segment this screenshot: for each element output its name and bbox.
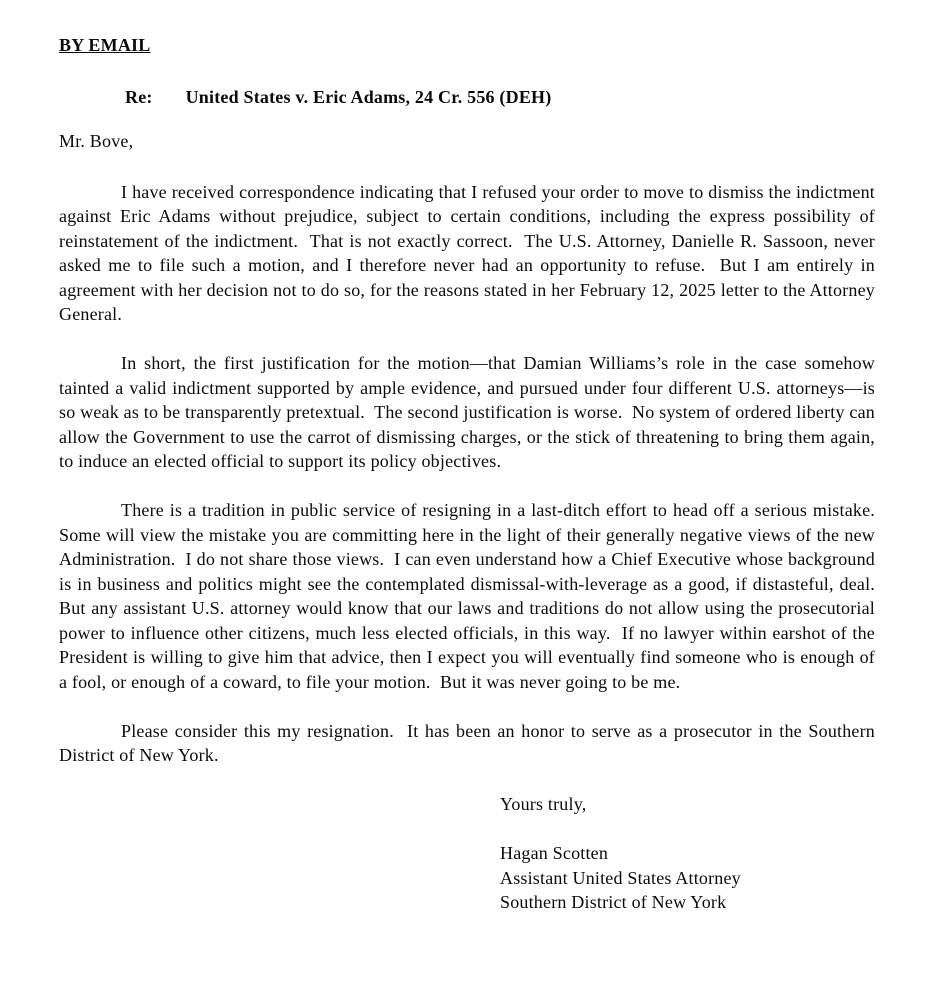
signature-office: Southern District of New York	[500, 892, 727, 912]
signature-title: Assistant United States Attorney	[500, 867, 741, 888]
re-label: Re:	[125, 86, 153, 107]
paragraph-4: Please consider this my resignation. It has been an honor to serve as a prosecutor in the Southern District of New York.	[59, 720, 880, 765]
closing-block	[500, 792, 875, 915]
delivery-method-heading: BY EMAIL	[59, 35, 151, 55]
re-line	[59, 85, 875, 110]
paragraph-3: There is a tradition in public service of resigning in a last-ditch effort to head off a serious mistake. Some will view the mistake you are committing here in the light of their generally negative views of the new Administration. I do not share those views. I can even understand how a Chief Executive whose background is in business and politics might see the contemplated dismissal-with-leverage as a good, if distasteful, deal. But any assistant U.S. attorney would know that our laws and traditions do not allow using the prosecutorial power to influence other citizens, much less elected officials, in this way. If no lawyer within earshot of the President is willing to give him that advice, then I expect you will eventually find someone who is enough of a fool, or enough of a coward, to file your motion. But it was never going to be me.	[59, 500, 885, 692]
signature-name: Hagan Scotten	[500, 843, 609, 863]
paragraph-2: In short, the first justification for the motion—that Damian Williams’s role in the case somehow tainted a valid indictment supported by ample evidence, and pursued under four different U.S. attorneys—is so weak as to be transparently pretextual. The second justification is worse. No system of ordered liberty can allow the Government to use the carrot of dismissing charges, or the stick of threatening to bring them again, to induce an elected official to support its policy objectives.	[59, 353, 880, 471]
closing-salutation: Yours truly,	[500, 794, 587, 814]
re-subject: United States v. Eric Adams, 24 Cr. 556 (DEH)	[185, 86, 552, 107]
salutation: Mr. Bove,	[59, 131, 134, 151]
paragraph-1: I have received correspondence indicating that I refused your order to move to dismiss the indictment against Eric Adams without prejudice, subject to certain conditions, including the express possibility of reinstatement of the indictment. That is not exactly correct. The U.S. Attorney, Danielle R. Sassoon, never asked me to file such a motion, and I therefore never had an opportunity to refuse. But I am entirely in agreement with her decision not to do so, for the reasons stated in her February 12, 2025 letter to the Attorney General.	[59, 181, 880, 324]
signature-block	[500, 841, 875, 915]
